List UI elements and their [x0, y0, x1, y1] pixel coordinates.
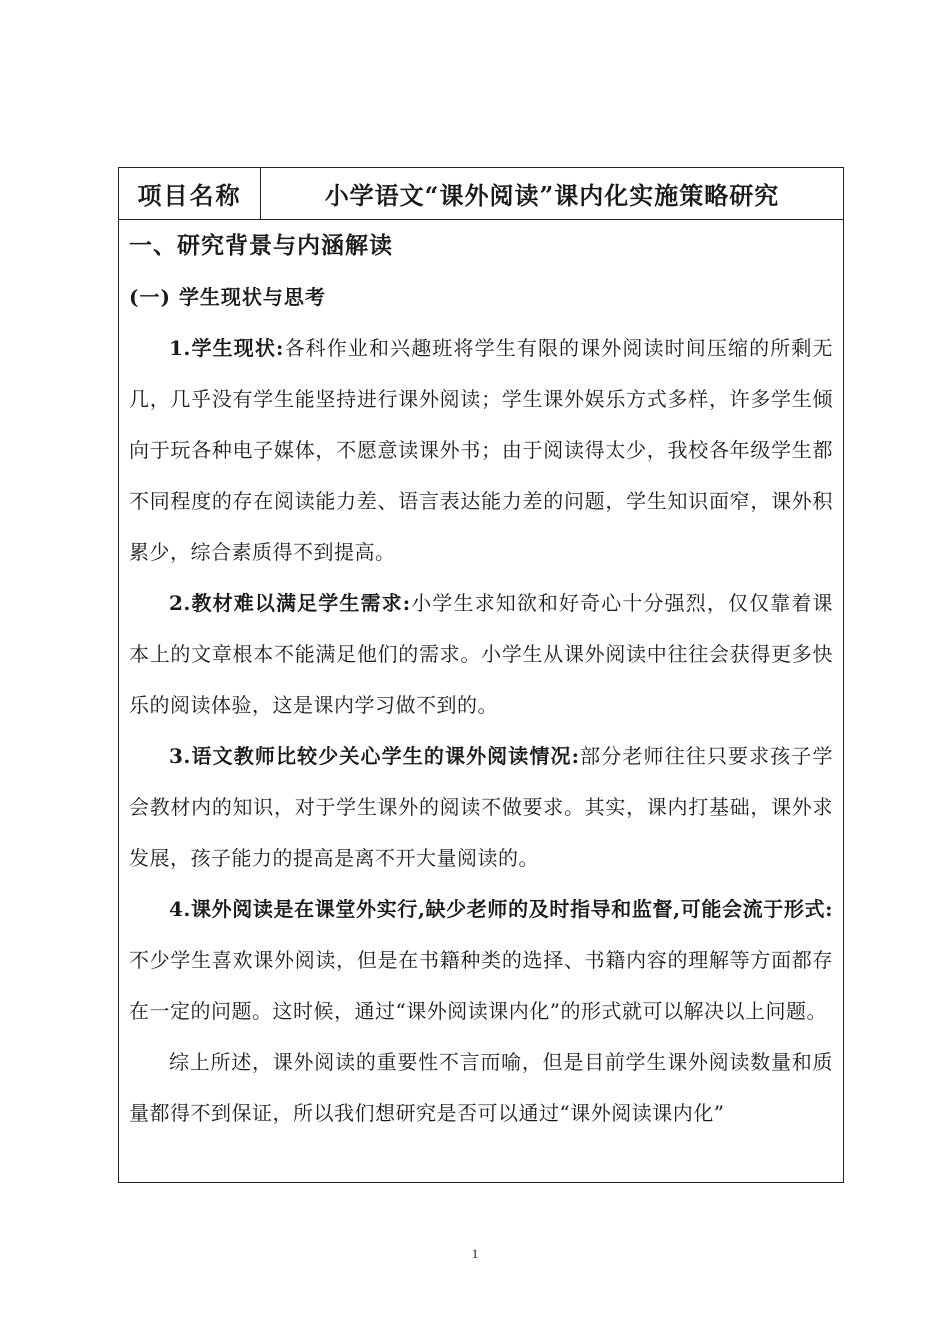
paragraph-textbook-needs [129, 578, 833, 731]
paragraph-lead: 1.学生现状: [169, 336, 284, 360]
project-table [118, 167, 844, 1183]
paragraph-lead: 3.语文教师比较少关心学生的课外阅读情况: [169, 744, 580, 768]
project-name-value: 小学语文“课外阅读”课内化实施策略研究 [324, 181, 780, 210]
paragraph-lead: 4.课外阅读是在课堂外实行,缺少老师的及时指导和监督,可能会流于形式: [169, 897, 833, 921]
paragraph-text: 小学生求知欲和好奇心十分强烈，仅仅靠着课本上的文章根本不能满足他们的需求。小学生从课外阅读中往往会获得更多快乐的阅读体验，这是课内学习做不到的。 [129, 591, 833, 717]
paragraph-text: 部分老师往往只要求孩子学会教材内的知识，对于学生课外的阅读不做要求。其实，课内打基础，课外求发展，孩子能力的提高是离不开大量阅读的。 [129, 744, 833, 870]
section-heading: 一、研究背景与内涵解读 [129, 232, 393, 259]
paragraph-text: 各科作业和兴趣班将学生有限的课外阅读时间压缩的所剩无几，几乎没有学生能坚持进行课外阅读；学生课外娱乐方式多样，许多学生倾向于玩各种电子媒体，不愿意读课外书；由于阅读得太少，我校各年级学生都不同程度的存在阅读能力差、语言表达能力差的问题，学生知识面窄，课外积累少，综合素质得不到提高。 [129, 336, 833, 564]
paragraph-text: 不少学生喜欢课外阅读，但是在书籍种类的选择、书籍内容的理解等方面都存在一定的问题。这时候，通过“课外阅读课内化”的形式就可以解决以上问题。 [129, 948, 833, 1023]
project-name-label: 项目名称 [119, 168, 261, 219]
table-header-row [119, 168, 843, 220]
page-number: 1 [471, 1246, 479, 1261]
paragraph-teacher-attention [129, 731, 833, 884]
subsection-heading: (一) 学生现状与思考 [129, 285, 326, 309]
paragraph-lead: 2.教材难以满足学生需求: [169, 591, 411, 615]
paragraph-formality-risk [129, 884, 833, 1037]
paragraph-summary: 综上所述，课外阅读的重要性不言而喻，但是目前学生课外阅读数量和质量都得不到保证，所以我们想研究是否可以通过“课外阅读课内化” [129, 1050, 833, 1125]
paragraph-student-status [129, 323, 833, 578]
table-content [129, 220, 833, 1182]
